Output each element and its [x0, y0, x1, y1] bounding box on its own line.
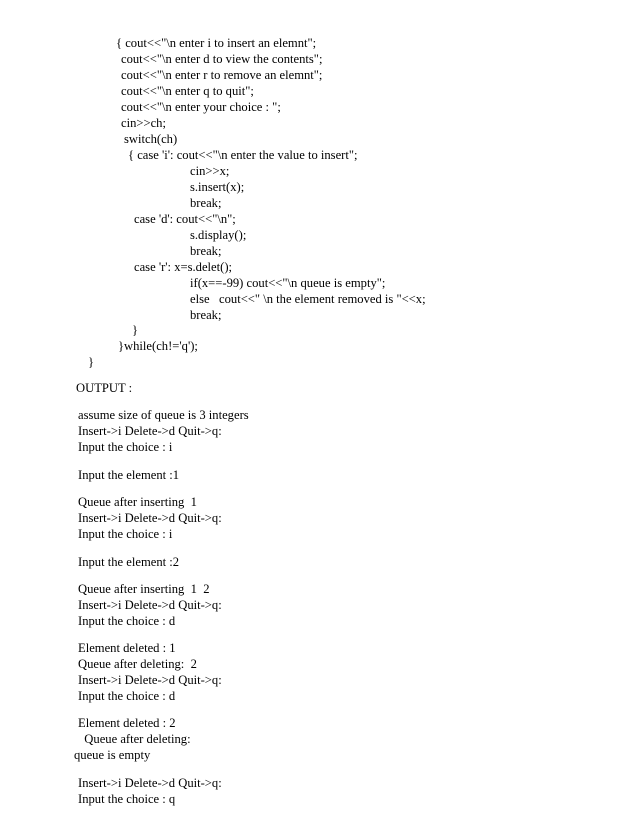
- code-line: cout<<"\n enter d to view the contents";: [121, 52, 323, 66]
- code-line: { cout<<"\n enter i to insert an elemnt";: [116, 36, 317, 50]
- code-line: case 'r': x=s.delet();: [134, 260, 233, 274]
- code-line: else cout<<" \n the element removed is "<<x;: [190, 292, 426, 306]
- code-line: cout<<"\n enter r to remove an elemnt";: [121, 68, 323, 82]
- output-line: Insert->i Delete->d Quit->q:: [78, 424, 222, 438]
- output-line: Input the element :1: [78, 468, 180, 482]
- output-line: Queue after inserting 1: [78, 495, 197, 509]
- code-line: cout<<"\n enter q to quit";: [121, 84, 254, 98]
- code-line: }while(ch!='q');: [118, 339, 198, 353]
- output-heading: OUTPUT :: [76, 381, 133, 395]
- output-line: Input the choice : i: [78, 440, 173, 454]
- output-line: Input the choice : d: [78, 614, 176, 628]
- output-line: Insert->i Delete->d Quit->q:: [78, 776, 222, 790]
- code-line: cin>>x;: [190, 164, 230, 178]
- output-line: Queue after deleting: 2: [78, 657, 197, 671]
- output-line: Element deleted : 2: [78, 716, 176, 730]
- code-line: cout<<"\n enter your choice : ";: [121, 100, 281, 114]
- code-line: break;: [190, 196, 222, 210]
- code-line: s.display();: [190, 228, 247, 242]
- code-line: { case 'i': cout<<"\n enter the value to insert";: [128, 148, 358, 162]
- output-line: Input the element :2: [78, 555, 180, 569]
- output-line: Input the choice : i: [78, 527, 173, 541]
- output-line: Queue after inserting 1 2: [78, 582, 210, 596]
- output-line: Insert->i Delete->d Quit->q:: [78, 673, 222, 687]
- code-line: if(x==-99) cout<<"\n queue is empty";: [190, 276, 386, 290]
- output-line: assume size of queue is 3 integers: [78, 408, 249, 422]
- code-line: case 'd': cout<<"\n";: [134, 212, 236, 226]
- output-line: queue is empty: [74, 748, 151, 762]
- code-line: }: [132, 323, 139, 337]
- output-line: Input the choice : q: [78, 792, 176, 806]
- output-line: Element deleted : 1: [78, 641, 176, 655]
- output-line: Insert->i Delete->d Quit->q:: [78, 598, 222, 612]
- output-line: Queue after deleting:: [78, 732, 191, 746]
- output-line: Insert->i Delete->d Quit->q:: [78, 511, 222, 525]
- code-line: }: [88, 355, 95, 369]
- code-line: break;: [190, 308, 222, 322]
- code-line: s.insert(x);: [190, 180, 245, 194]
- code-line: switch(ch): [124, 132, 178, 146]
- output-line: Input the choice : d: [78, 689, 176, 703]
- code-line: cin>>ch;: [121, 116, 166, 130]
- code-line: break;: [190, 244, 222, 258]
